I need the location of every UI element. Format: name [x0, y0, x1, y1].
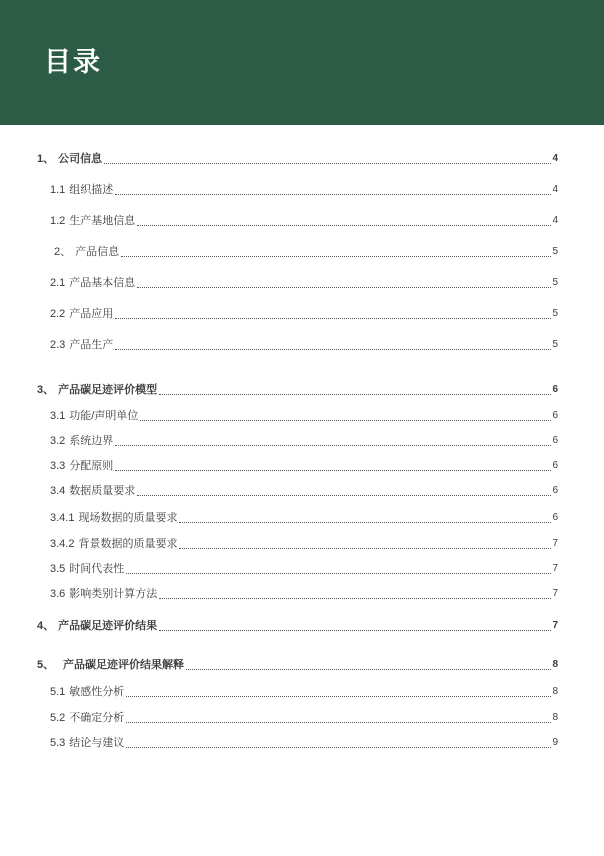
- toc-entry[interactable]: [50, 338, 558, 352]
- dot-leader: [104, 163, 551, 164]
- toc-entry-title: 影响类别计算方法: [69, 588, 158, 600]
- toc-entry-page: 8: [552, 686, 558, 697]
- toc-entry-page: 4: [552, 215, 558, 226]
- toc-entry-number: 1.1: [50, 184, 66, 196]
- toc-entry-page: 7: [552, 620, 558, 631]
- toc-entry[interactable]: [50, 459, 558, 473]
- toc-entry-page: 4: [552, 184, 558, 195]
- toc-entry-page: 4: [552, 153, 558, 164]
- toc-entry-title: 组织描述: [69, 184, 114, 196]
- toc-entry[interactable]: [54, 245, 558, 259]
- toc-entry-page: 5: [552, 339, 558, 350]
- toc-entry[interactable]: [50, 736, 558, 750]
- toc-entry-page: 7: [552, 563, 558, 574]
- dot-leader: [186, 669, 551, 670]
- dot-leader: [115, 318, 551, 319]
- toc-entry-title: 产品碳足迹评价结果: [58, 620, 158, 632]
- toc-entry-title: 功能/声明单位: [69, 410, 139, 422]
- toc-entry-number: 2.2: [50, 308, 66, 320]
- toc-entry-page: 5: [552, 308, 558, 319]
- toc-entry-page: 6: [552, 410, 558, 421]
- toc-entry-page: 6: [552, 512, 558, 523]
- toc-entry-title: 时间代表性: [69, 563, 125, 575]
- toc-entry-page: 7: [552, 588, 558, 599]
- dot-leader: [137, 495, 551, 496]
- toc-entry-title: 敏感性分析: [69, 686, 125, 698]
- toc-list: [0, 125, 604, 750]
- toc-entry[interactable]: [50, 307, 558, 321]
- toc-entry-number: 1、: [37, 153, 55, 165]
- toc-entry-number: 2、: [54, 246, 72, 258]
- dot-leader: [115, 194, 551, 195]
- dot-leader: [115, 445, 551, 446]
- toc-entry-number: 4、: [37, 620, 55, 632]
- toc-entry-title: 背景数据的质量要求: [78, 538, 178, 550]
- toc-entry[interactable]: [50, 685, 558, 699]
- toc-entry-number: 3.4: [50, 485, 66, 497]
- dot-leader: [179, 548, 551, 549]
- toc-entry-title: 公司信息: [58, 153, 103, 165]
- dot-leader: [159, 630, 551, 631]
- dot-leader: [137, 287, 551, 288]
- toc-entry[interactable]: [50, 214, 558, 228]
- toc-entry-title: 系统边界: [69, 435, 114, 447]
- toc-entry[interactable]: [50, 434, 558, 448]
- toc-entry-number: 5.1: [50, 686, 66, 698]
- toc-entry[interactable]: [50, 484, 558, 498]
- toc-entry-number: 2.3: [50, 339, 66, 351]
- toc-entry-number: 3、: [37, 384, 55, 396]
- toc-entry-title: 产品碳足迹评价模型: [58, 384, 158, 396]
- dot-leader: [121, 256, 551, 257]
- toc-entry[interactable]: [50, 409, 558, 423]
- toc-entry[interactable]: [37, 152, 558, 166]
- toc-entry[interactable]: [50, 276, 558, 290]
- toc-entry-title: 数据质量要求: [69, 485, 136, 497]
- page-title: 目录: [44, 47, 102, 77]
- toc-entry-number: 3.4.1: [50, 512, 75, 524]
- page-header-banner: [0, 0, 604, 125]
- toc-entry-number: 1.2: [50, 215, 66, 227]
- toc-entry-title: 产品信息: [75, 246, 120, 258]
- toc-entry[interactable]: [50, 562, 558, 576]
- toc-entry-title: 结论与建议: [69, 737, 125, 749]
- toc-entry-page: 9: [552, 737, 558, 748]
- toc-entry-number: 5.3: [50, 737, 66, 749]
- dot-leader: [115, 470, 551, 471]
- toc-entry-page: 6: [552, 485, 558, 496]
- dot-leader: [159, 598, 551, 599]
- toc-entry-number: 3.1: [50, 410, 66, 422]
- toc-entry[interactable]: [50, 711, 558, 725]
- dot-leader: [126, 696, 551, 697]
- toc-entry-number: 3.5: [50, 563, 66, 575]
- toc-entry[interactable]: [50, 511, 558, 525]
- toc-entry-number: 5.2: [50, 712, 66, 724]
- dot-leader: [179, 522, 551, 523]
- toc-entry-page: 6: [552, 435, 558, 446]
- toc-entry-page: 5: [552, 277, 558, 288]
- toc-entry-title: 产品基本信息: [69, 277, 136, 289]
- toc-entry-page: 6: [552, 384, 558, 395]
- dot-leader: [126, 747, 551, 748]
- toc-entry-title: 现场数据的质量要求: [78, 512, 178, 524]
- toc-entry[interactable]: [50, 183, 558, 197]
- toc-entry-number: 2.1: [50, 277, 66, 289]
- toc-entry-page: 8: [552, 712, 558, 723]
- toc-entry[interactable]: [50, 587, 558, 601]
- dot-leader: [159, 394, 551, 395]
- toc-entry[interactable]: [37, 383, 558, 397]
- dot-leader: [140, 420, 551, 421]
- toc-entry-page: 5: [552, 246, 558, 257]
- dot-leader: [115, 349, 551, 350]
- toc-entry-page: 6: [552, 460, 558, 471]
- toc-entry-title: 生产基地信息: [69, 215, 136, 227]
- toc-entry[interactable]: [50, 537, 558, 551]
- toc-entry-title: 不确定分析: [69, 712, 125, 724]
- toc-entry-number: 3.4.2: [50, 538, 75, 550]
- toc-entry-page: 7: [552, 538, 558, 549]
- toc-entry[interactable]: [37, 658, 558, 672]
- toc-entry-title: 产品应用: [69, 308, 114, 320]
- toc-entry-page: 8: [552, 659, 558, 670]
- toc-entry-number: 5、: [37, 659, 55, 671]
- toc-entry-title: 产品碳足迹评价结果解释: [63, 659, 184, 671]
- toc-entry[interactable]: [37, 619, 558, 633]
- toc-entry-number: 3.3: [50, 460, 66, 472]
- toc-entry-title: 产品生产: [69, 339, 114, 351]
- dot-leader: [126, 722, 551, 723]
- dot-leader: [126, 573, 551, 574]
- toc-entry-number: 3.2: [50, 435, 66, 447]
- toc-entry-number: 3.6: [50, 588, 66, 600]
- toc-entry-title: 分配原则: [69, 460, 114, 472]
- dot-leader: [137, 225, 551, 226]
